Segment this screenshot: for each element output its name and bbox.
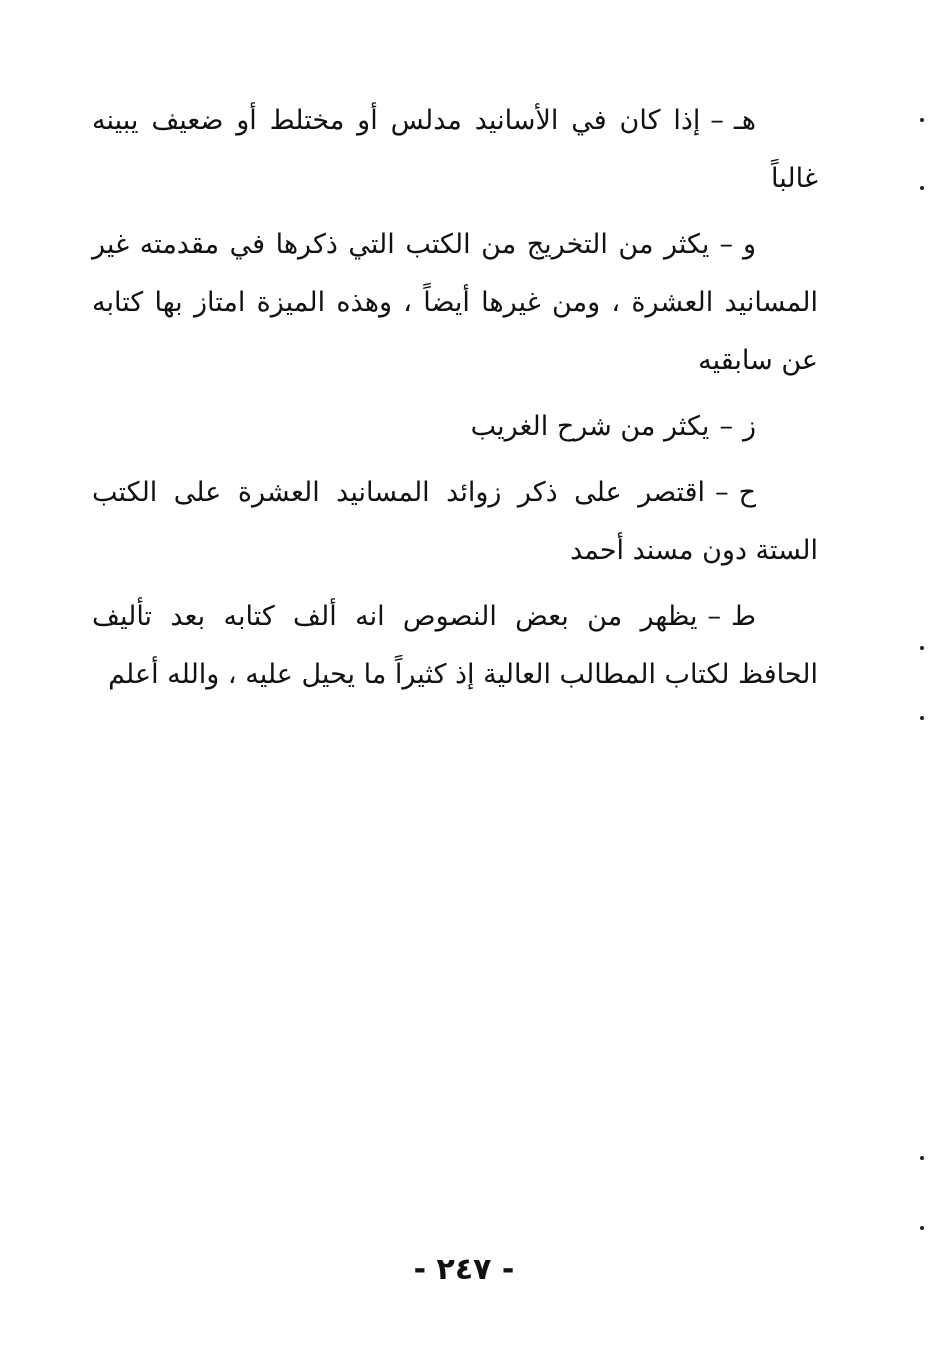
item-marker: ز	[742, 411, 756, 442]
item-marker: هـ	[733, 105, 756, 136]
scan-speck	[920, 186, 924, 190]
item-text: إذا كان في الأسانيد مدلس أو مختلط أو ضعيف يبينه غالباً	[92, 105, 818, 194]
item-marker: ط	[731, 601, 756, 632]
list-item	[92, 92, 818, 208]
page-number: - ٢٤٧ -	[413, 1252, 515, 1287]
item-separator: –	[719, 229, 733, 260]
list-item	[92, 464, 818, 580]
list-item	[92, 398, 818, 456]
item-text: يظهر من بعض النصوص انه ألف كتابه بعد تأليف الحافظ لكتاب المطالب العالية إذ كثيراً ما يحيل عليه ، والله أعلم	[92, 601, 818, 690]
item-separator: –	[710, 105, 724, 136]
list-item	[92, 588, 818, 704]
item-text: يكثر من شرح الغريب	[470, 411, 710, 442]
item-separator: –	[707, 601, 722, 632]
item-separator: –	[715, 477, 729, 508]
scan-speck	[920, 646, 924, 650]
body-text	[92, 92, 818, 712]
scan-speck	[920, 118, 924, 122]
scan-speck	[920, 1156, 924, 1160]
item-text: يكثر من التخريج من الكتب التي ذكرها في مقدمته غير المسانيد العشرة ، ومن غيرها أيضاً ، وهذه الميزة امتاز بها كتابه عن سابقيه	[92, 229, 818, 376]
item-separator: –	[719, 411, 733, 442]
list-item	[92, 216, 818, 390]
item-text: اقتصر على ذكر زوائد المسانيد العشرة على الكتب الستة دون مسند أحمد	[92, 477, 818, 566]
item-marker: ح	[738, 477, 756, 508]
item-marker: و	[742, 229, 756, 260]
scan-speck	[920, 716, 924, 720]
scan-speck	[920, 1226, 924, 1230]
